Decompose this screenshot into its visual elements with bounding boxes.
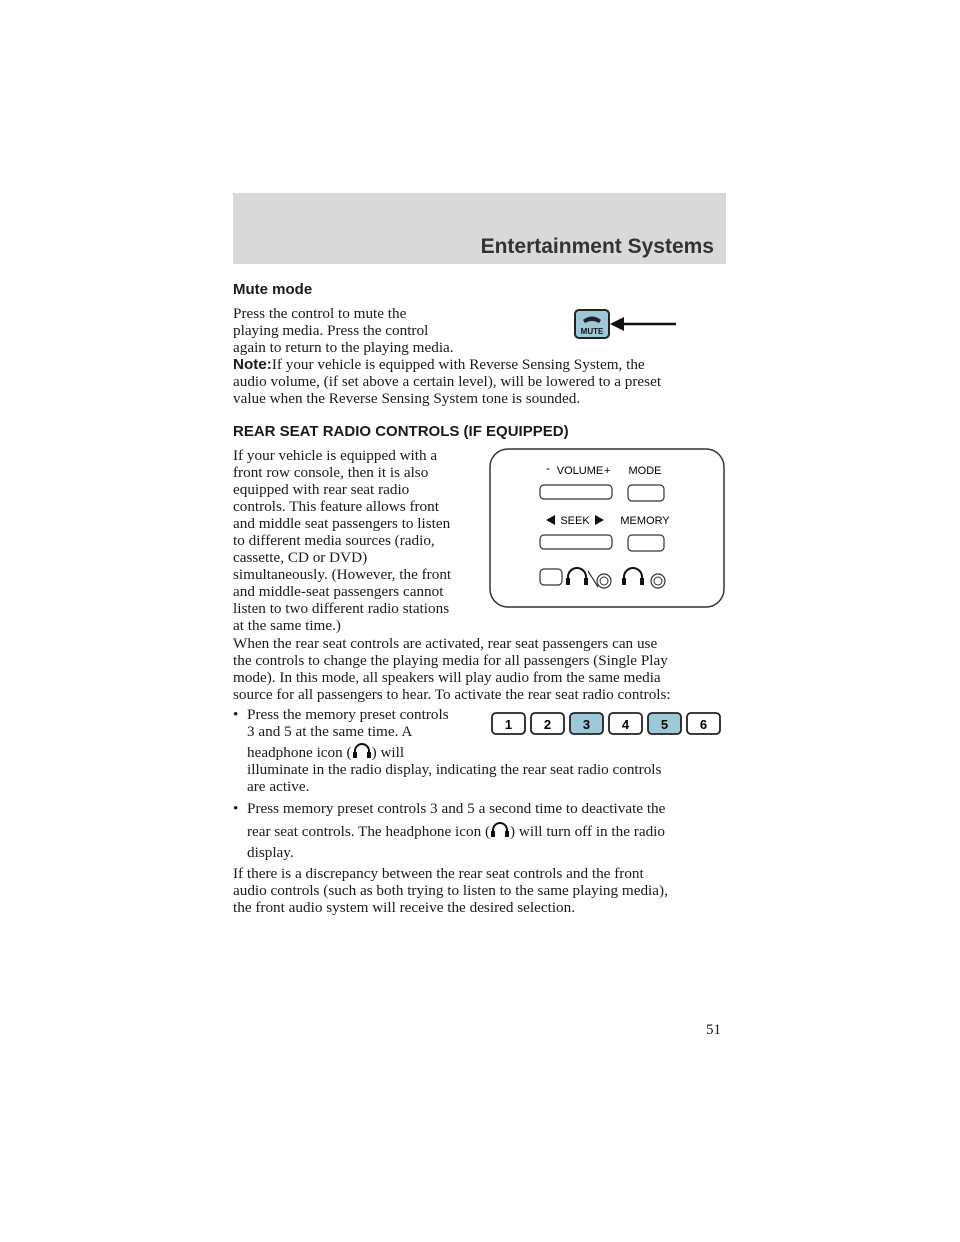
preset-label-2: 2 — [543, 717, 552, 732]
volume-button — [540, 485, 612, 499]
discrepancy-paragraph: If there is a discrepancy between the rear seat controls and the front audio controls (such as both trying to listen to the same playing media), the front audio system will receive the desired selection. — [233, 865, 668, 916]
headphone-jack-1 — [597, 574, 611, 588]
page-number: 51 — [706, 1022, 721, 1038]
preset-label-6: 6 — [699, 717, 708, 732]
headphone-icon — [490, 821, 510, 838]
memory-preset-buttons-illustration — [490, 711, 726, 737]
mute-button-illustration — [572, 308, 678, 342]
note-paragraph: Note:If your vehicle is equipped with Reverse Sensing System, the audio volume, (if set above a certain level), will be lowered to a preset value when the Reverse Sensing System tone is sounded. — [233, 356, 662, 407]
rear-seat-paragraph: If your vehicle is equipped with a front row console, then it is also equipped with rear seat radio controls. This feature allows front and middle seat passengers to listen to different media sources (radio, cassette, CD or DVD) simultaneously. (However, the front and middle-seat passengers cannot listen to two different radio stations at the same time.) — [233, 447, 452, 634]
preset-label-5: 5 — [660, 717, 669, 732]
mute-paragraph: Press the control to mute the playing media. Press the control again to return to the playing media. — [233, 305, 454, 356]
seek-button — [540, 535, 612, 549]
header-band — [233, 193, 726, 264]
rear-seat-heading: REAR SEAT RADIO CONTROLS (IF EQUIPPED) — [233, 423, 569, 440]
bullet-deactivate: • Press memory preset controls 3 and 5 a second time to deactivate the rear seat controls. The headphone icon ( ) will turn off in the radio display. — [233, 800, 666, 861]
power-button — [540, 569, 562, 585]
mute-mode-heading: Mute mode — [233, 281, 313, 298]
memory-button — [628, 535, 664, 551]
svg-text:+: + — [604, 465, 611, 477]
svg-text:MEMORY: MEMORY — [620, 515, 670, 527]
preset-label-3: 3 — [582, 717, 591, 732]
preset-label-4: 4 — [621, 717, 630, 732]
svg-text:SEEK: SEEK — [560, 515, 590, 527]
svg-text:MUTE: MUTE — [580, 327, 604, 336]
mode-button — [628, 485, 664, 501]
svg-text:-: - — [546, 461, 550, 475]
headphone-icon — [352, 742, 372, 759]
rear-controls-panel-illustration — [488, 447, 726, 611]
svg-text:VOLUME: VOLUME — [556, 465, 604, 477]
bullet-activate: • Press the memory preset controls 3 and 5 at the same time. A headphone icon ( ) will illuminate in the radio display, indicating the rear seat radio controls are active. — [233, 706, 662, 795]
headphone-jack-2 — [651, 574, 665, 588]
activation-paragraph: When the rear seat controls are activated, rear seat passengers can use the controls to change the playing media for all passengers (Single Play mode). In this mode, all speakers will play audio from the same media source for all passengers to hear. To activate the rear seat radio controls: — [233, 635, 671, 703]
page-header-title: Entertainment Systems — [480, 235, 714, 258]
note-label: Note: — [233, 356, 272, 373]
svg-text:MODE: MODE — [628, 465, 662, 477]
preset-label-1: 1 — [504, 717, 513, 732]
